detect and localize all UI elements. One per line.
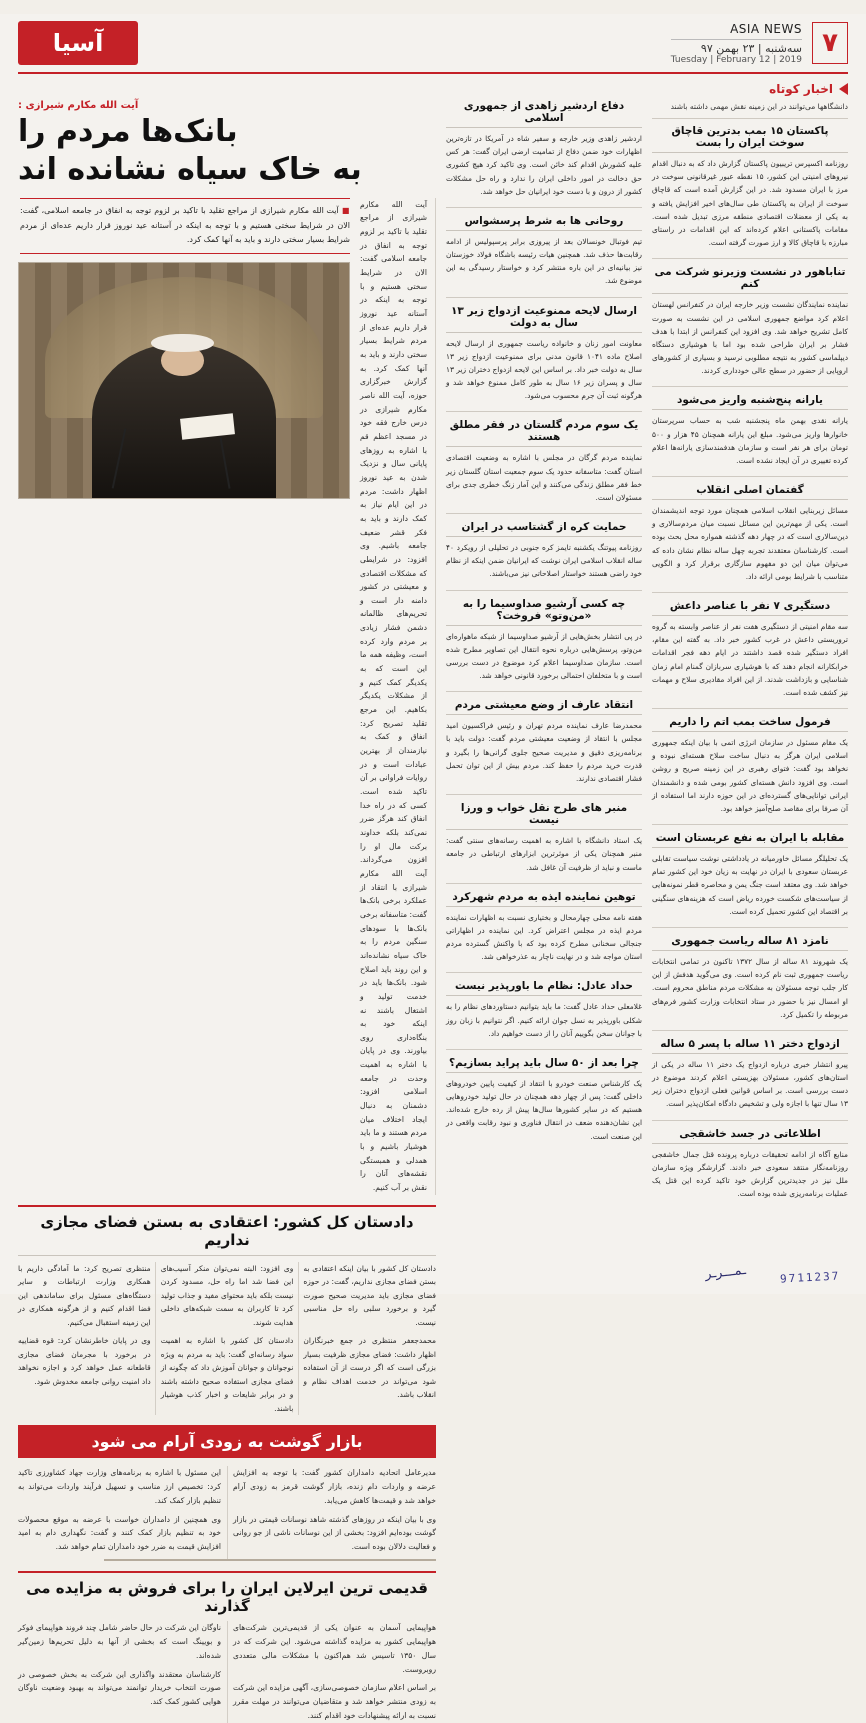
brief-title: انتقاد عارف از وضع معیشتی مردم <box>446 699 642 715</box>
paragraph: دادستان کل کشور با اشاره به اهمیت سواد رسانه‌ای گفت: باید به مردم به ویژه نوجوانان و جوانان آموزش داد که چگونه از فضای مجازی استفاده صحیح داشته باشند و در برابر شایعات و اخبار کذب هوشیار باشند. <box>160 1336 294 1413</box>
paragraph: ناوگان این شرکت در حال حاضر شامل چند فروند هواپیمای فوکر و بویینگ است که بخشی از آنها به دلیل تحریم‌ها زمین‌گیر شده‌اند. <box>18 1623 221 1660</box>
lead-title-line1: بانک‌ها مردم را <box>18 114 238 149</box>
brief-item <box>652 600 848 699</box>
brief-item <box>446 699 642 785</box>
main-article-column <box>18 100 436 1720</box>
paragraph: وی در پایان خاطرنشان کرد: قوه قضاییه در برخورد با مجرمان فضای مجازی قاطعانه عمل خواهد کرد و اجازه نخواهد داد امنیت روانی جامعه مخدوش شود. <box>18 1336 151 1386</box>
brief-title: چه کسی آرشیو صداوسیما را به «من‌وتو» فروخت؟ <box>446 598 642 626</box>
brief-title: فرمول ساخت بمب اتم را داریم <box>652 716 848 732</box>
paragraph: کارشناسان معتقدند واگذاری این شرکت به بخش خصوصی در صورت انتخاب خریدار توانمند می‌تواند به بهبود وضعیت ناوگان هوایی کشور کمک کند. <box>18 1669 221 1707</box>
left-briefs-column <box>652 100 848 1250</box>
brief-item <box>446 1057 642 1143</box>
feature-headline: قدیمی ترین ایرلاین ایران را برای فروش به مزایده می گذارند <box>18 1571 436 1615</box>
feature-two-text-block <box>18 1415 436 1559</box>
lead-lede-text: آیت الله مکارم شیرازی از مراجع تقلید با تاکید بر لزوم توجه به انفاق در جامعه اسلامی، گفت: الان در شرایط سختی هستیم و با توجه به اینکه در آستانه عید نوروز قرار داریم عده‌ای از مردم شرایط بسیار سختی دارند و باید به آنها کمک کرد. <box>20 205 350 245</box>
divider <box>652 592 848 593</box>
brief-body: نماینده نمایندگان نشست وزیر خارجه ایران در کنفرانس لهستان اعلام کرد مواضع جمهوری اسلامی در این نشست به صورت کامل تشریح خواهد شد. وی افزود این کنفرانس از ابتدا با هدف فشار بر ایران طراحی شده بود اما با هوشیاری دستگاه دیپلماسی کشور به نتیجه مطلوبی نرسید و بسیاری از کشورهای اروپایی از حضور در سطح عالی خودداری کردند. <box>652 300 848 376</box>
footer-signature: 9711237 <box>779 1269 841 1286</box>
brief-title: مقابله با ایران به نفع عربستان است <box>652 832 848 848</box>
brief-item <box>446 598 642 683</box>
divider <box>446 794 642 795</box>
brief-title: ارسال لایحه ممنوعیت ازدواج زیر ۱۳ سال به دولت <box>446 305 642 333</box>
brief-title: یارانه پنج‌شنبه واریز می‌شود <box>652 394 848 410</box>
divider <box>652 1030 848 1031</box>
brief-body: تیم فوتبال خونسالان بعد از پیروزی برابر پرسپولیس از ادامه رقابت‌ها حذف شد. همچنین هیات رئیسه باشگاه فولاد خوزستان نیز بیانیه‌ای در این باره منتشر کرد و خواستار رسیدگی به این موضوع شد. <box>446 236 642 286</box>
meat-market-photo <box>104 1559 436 1561</box>
feature-headline: دادستان کل کشور: اعتقادی به بستن فضای مجازی نداریم <box>18 1205 436 1256</box>
divider <box>652 1120 848 1121</box>
brief-body: معاونت امور زنان و خانواده ریاست جمهوری از ارسال لایحه اصلاح ماده ۱۰۴۱ قانون مدنی برای ممنوعیت ازدواج زیر ۱۳ سال به دولت خبر داد. بر اساس این لایحه ازدواج دختران زیر ۱۳ سال و پسران زیر ۱۶ سال به طور کامل ممنوع خواهد شد و هرگونه ثبت آن جرم محسوب می‌شود. <box>446 338 642 401</box>
brief-title: توهین نماینده ایذه به مردم شهرکرد <box>446 891 642 907</box>
brief-body: هفته نامه محلی چهارمحال و بختیاری نسبت به اظهارات نماینده مردم ایذه در مجلس اعتراض کرد. این نماینده در اظهاراتی جنجالی سخنانی مطرح کرده بود که با واکنش گسترده مردم استان مواجه شد و در نهایت ناچار به عذرخواهی شد. <box>446 912 642 962</box>
paragraph: بر اساس اعلام سازمان خصوصی‌سازی، آگهی مزایده این شرکت به زودی منتشر خواهد شد و متقاضیان می‌توانند در مهلت مقرر نسبت به ارائه پیشنهادات خود اقدام کنند. <box>233 1683 436 1720</box>
brief-item <box>652 394 848 467</box>
paragraph: دادستان کل کشور با بیان اینکه اعتقادی به بستن فضای مجازی نداریم، گفت: در حوزه فضای مجازی باید مدیریت صحیح صورت گیرد و برخورد سلبی راه حل مناسبی نیست. <box>303 1263 436 1327</box>
brief-item <box>446 802 642 874</box>
handwritten-mark: ـمـــرـر <box>704 1262 747 1283</box>
divider <box>652 386 848 387</box>
paragraph: وی همچنین از دامداران خواست با عرضه به موقع محصولات خود به تنظیم بازار کمک کنند و گفت: نگهداری دام به امید افزایش قیمت به ضرر خود دامداران تمام خواهد شد. <box>18 1514 221 1552</box>
column-intro-note: دانشگاهها می‌توانند در این زمینه نقش مهمی داشته باشند <box>652 100 848 119</box>
lead-title-line2: به خاک سیاه نشانده اند <box>18 152 362 188</box>
brief-title: گفتمان اصلی انقلاب <box>652 484 848 500</box>
brief-item <box>652 1038 848 1111</box>
section-bar <box>18 82 848 96</box>
brief-item <box>652 484 848 583</box>
brief-body: یک شهروند ۸۱ ساله از سال ۱۳۷۲ تاکنون در تمامی انتخابات ریاست جمهوری ثبت نام کرده است. وی می‌گوید هدفش از این کار جلب توجه مسئولان به مشکلات مردم مناطق محروم است. او امسال نیز با حضور در ستاد انتخابات وزارت کشور فرم‌های مربوطه را تکمیل کرد. <box>652 957 848 1019</box>
brief-item <box>446 980 642 1040</box>
lead-photo <box>18 262 350 499</box>
paragraph: هواپیمایی آسمان به عنوان یکی از قدیمی‌ترین شرکت‌های هواپیمایی کشور به مزایده گذاشته می‌شود. این شرکت که در سال ۱۳۵۰ تاسیس شد هم‌اکنون با مشکلات مالی متعددی روبروست. <box>233 1623 436 1674</box>
brief-title: منبر های طرح نقل خواب و ورزا نیست <box>446 802 642 830</box>
divider <box>446 972 642 973</box>
divider <box>446 207 642 208</box>
brand-name: ASIA NEWS <box>730 21 802 36</box>
publication-logo: آسیا <box>18 21 138 65</box>
brief-title: نامزد ۸۱ ساله ریاست جمهوری <box>652 935 848 951</box>
divider <box>446 883 642 884</box>
feature-two-row <box>18 1415 436 1559</box>
brief-title: پاکستان ۱۵ بمب بدترین قاچاق سوخت ایران را بست <box>652 125 848 153</box>
divider <box>652 927 848 928</box>
brief-item <box>652 716 848 815</box>
page-number: ۷ <box>812 22 848 64</box>
brief-body: یارانه نقدی بهمن ماه پنجشنبه شب به حساب سرپرستان خانوارها واریز می‌شود. مبلغ این یارانه همچنان ۴۵ هزار و ۵۰۰ تومان برای هر نفر است و سازمان هدفمندسازی یارانه‌ها اعلام کرده تغییری در آن ایجاد نشده است. <box>652 416 848 465</box>
brief-item <box>446 891 642 964</box>
feature-headline-banner: بازار گوشت به زودی آرام می شود <box>18 1425 436 1458</box>
date-english: Tuesday | February 12 | 2019 <box>670 54 802 65</box>
brief-body: یک تحلیلگر مسائل خاورمیانه در یادداشتی نوشت سیاست تقابلی عربستان سعودی با ایران در نهایت به زیان خود این کشور تمام خواهد شد. وی معتقد است جنگ یمن و محاصره قطر نمونه‌هایی از سیاست‌های شکست خورده ریاض است که هزینه‌های سنگینی بر اقتصاد این کشور تحمیل کرده است. <box>652 854 848 916</box>
brief-title: حداد عادل: نظام ما باورپذیر نیست <box>446 980 642 996</box>
feature-body <box>18 1262 436 1416</box>
brief-item <box>652 266 848 377</box>
brief-body: سه مقام امنیتی از دستگیری هفت نفر از عناصر وابسته به گروه تروریستی داعش در غرب کشور خبر داد. به گفته این مقام، افراد دستگیر شده قصد داشتند در ایام دهه فجر اقدامات خرابکارانه انجام دهند که با هوشیاری سربازان گمنام امام زمان شناسایی و بازداشت شدند. از این افراد مقادیری سلاح و مهمات نیز کشف شده است. <box>652 622 848 697</box>
brief-body: روزنامه پیوتنگ یکشنبه تایمز کره جنوبی در تحلیلی از رویکرد ۴۰ ساله انقلاب اسلامی ایران نوشت که ایرانیان ضمن اینکه از نظام خود راضی هستند خواستار اصلاحاتی نیز می‌باشند. <box>446 543 642 579</box>
divider <box>446 297 642 298</box>
brief-body: مسائل زیربنایی انقلاب اسلامی همچنان مورد توجه اندیشمندان است. یکی از مهم‌ترین این مسائل نسبت میان مردم‌سالاری و دین‌سالاری است که در چهار دهه گذشته همواره محل بحث بوده است. کارشناسان معتقدند تجربه چهل ساله نظام نشان داده که می‌توان میان این دو مفهوم سازگاری برقرار کرد و الگویی متناسب با شرایط بومی ارائه داد. <box>652 506 848 581</box>
brief-body: منابع آگاه از ادامه تحقیقات درباره پرونده قتل جمال خاشقجی روزنامه‌نگار منتقد سعودی خبر دادند. گزارشگر ویژه سازمان ملل نیز در جدیدترین گزارش خود تاکید کرده این قتل یک عملیات برنامه‌ریزی شده بوده است. <box>652 1149 848 1199</box>
masthead <box>18 14 848 74</box>
brief-title: چرا بعد از ۵۰ سال باید پراید بسازیم؟ <box>446 1057 642 1073</box>
brief-item <box>652 832 848 918</box>
masthead-spacer <box>138 14 661 72</box>
brief-body: یک مقام مسئول در سازمان انرژی اتمی با بیان اینکه جمهوری اسلامی ایران هرگز به دنبال ساخت سلاح هسته‌ای نبوده و نخواهد بود گفت: فتوای رهبری در این زمینه صریح و روشن است. وی افزود دانش هسته‌ای کشور بومی شده و دانشمندان ایرانی توانایی‌های گسترده‌ای در این حوزه دارند اما استفاده از آن صرفا برای مقاصد صلح‌آمیز خواهد بود. <box>652 738 848 813</box>
paragraph: وی افزود: البته نمی‌توان منکر آسیب‌های این فضا شد اما راه حل، مسدود کردن نیست بلکه باید محتوای مفید و جذاب تولید کرد تا کاربران به سمت شبکه‌های داخلی هدایت شوند. <box>160 1263 294 1327</box>
divider <box>652 476 848 477</box>
brief-body: در پی انتشار بخش‌هایی از آرشیو صداوسیما از شبکه ماهواره‌ای من‌وتو، پرسش‌هایی درباره نحوه انتقال این تصاویر مطرح شده است. سازمان صداوسیما اعلام کرد موضوع در دست بررسی است و با متخلفان احتمالی برخورد قانونی خواهد شد. <box>446 631 642 681</box>
brief-item <box>446 305 642 403</box>
divider <box>446 691 642 692</box>
brief-title: تناباهور در نشست وزیرنو شرکت می کنم <box>652 266 848 294</box>
date-persian: سه‌شنبه | ۲۳ بهمن ۹۷ <box>671 39 802 55</box>
divider <box>446 590 642 591</box>
divider <box>446 411 642 412</box>
lead-lede <box>20 198 350 254</box>
brief-title: دفاع اردشیر زاهدی از جمهوری اسلامی <box>446 100 642 128</box>
brief-body: محمدرضا عارف نماینده مردم تهران و رئیس فراکسیون امید مجلس با انتقاد از وضعیت معیشتی مردم گفت: دولت باید با برنامه‌ریزی دقیق و مدیریت صحیح جلوی گرانی‌ها را بگیرد و قدرت خرید مردم را حفظ کند. مردم بیش از این توان تحمل فشار اقتصادی ندارند. <box>446 721 642 783</box>
divider <box>652 258 848 259</box>
brief-item <box>446 100 642 198</box>
brief-body: پیرو انتشار خبری درباره ازدواج یک دختر ۱۱ ساله در یکی از استان‌های کشور، مسئولان بهزیستی اعلام کردند موضوع در دست بررسی است. بر اساس قوانین فعلی ازدواج دختران زیر ۱۳ سال تنها با اجازه ولی و تشخیص دادگاه امکان‌پذیر است. <box>652 1059 848 1109</box>
brief-title: دستگیری ۷ نفر با عناصر داعش <box>652 600 848 616</box>
brief-item <box>446 419 642 504</box>
divider <box>446 1049 642 1050</box>
brief-body: غلامعلی حداد عادل گفت: ما باید بتوانیم دستاوردهای نظام را به شکلی باورپذیر به نسل جوان ارائه کنیم. اگر نتوانیم با زبان روز با جوانان سخن بگوییم آنان را از دست خواهیم داد. <box>446 1002 642 1038</box>
brief-item <box>652 125 848 249</box>
newspaper-page <box>0 14 866 1720</box>
feature-body <box>18 1621 436 1723</box>
lead-right-block <box>18 198 350 499</box>
divider <box>652 824 848 825</box>
paragraph: منتظری تصریح کرد: ما آمادگی داریم با همکاری وزارت ارتباطات و سایر دستگاه‌های مسئول برای ساماندهی این فضا اقدام کنیم و از هرگونه همکاری در این زمینه استقبال می‌کنیم. <box>18 1263 151 1327</box>
divider <box>652 708 848 709</box>
brief-title: اطلاعاتی در جسد خاشقجی <box>652 1128 848 1144</box>
feature-body <box>18 1466 436 1559</box>
bullet-icon: ■ <box>341 205 350 215</box>
brief-body: یک کارشناس صنعت خودرو با انتقاد از کیفیت پایین خودروهای داخلی گفت: پس از چهار دهه همچنان در حال تولید خودروهایی هستیم که در سایر کشورها سال‌ها پیش از رده خارج شده‌اند. این نشان‌دهنده ضعف در انتقال فناوری و نبود رقابت واقعی در این صنعت است. <box>446 1078 642 1141</box>
masthead-meta <box>661 14 812 72</box>
paragraph: محمدجعفر منتظری در جمع خبرنگاران اظهار داشت: فضای مجازی ظرفیت بسیار بزرگی است که اگر درست از آن استفاده شود می‌تواند در خدمت اهداف نظام و انقلاب باشد. <box>303 1336 436 1400</box>
photo-rail <box>105 1560 435 1561</box>
brief-title: حمایت کره از گشتاسب در ایران <box>446 521 642 537</box>
section-label: اخبار کوتاه <box>769 82 833 96</box>
lead-kicker: آیت الله مکارم شیرازی : <box>18 100 139 111</box>
paragraph: این مسئول با اشاره به برنامه‌های وزارت جهاد کشاورزی تاکید کرد: تخصیص ارز مناسب و تسهیل فرآیند واردات می‌تواند به تنظیم بازار کمک کند. <box>18 1468 221 1505</box>
brief-title: ازدواج دختر ۱۱ ساله با پسر ۵ ساله <box>652 1038 848 1054</box>
brief-title: روحانی ها به شرط پرسشواس <box>446 215 642 231</box>
brief-title: یک سوم مردم گلستان در فقر مطلق هستند <box>446 419 642 447</box>
lead-row <box>18 198 436 1195</box>
brief-item <box>652 1128 848 1201</box>
triangle-icon <box>839 83 848 95</box>
divider <box>446 513 642 514</box>
brief-body: نماینده مردم گرگان در مجلس با اشاره به وضعیت اقتصادی استان گفت: متاسفانه حدود یک سوم جمعیت استان گلستان زیر خط فقر مطلق زندگی می‌کنند و این آمار زنگ خطری جدی برای مسئولان است. <box>446 453 642 502</box>
middle-briefs-column <box>446 100 642 1250</box>
lead-summary: آیت الله مکارم شیرازی از مراجع تقلید با تاکید بر لزوم توجه به انفاق در جامعه اسلامی گفت: الان در شرایط سختی هستیم و با توجه به اینکه در آستانه عید نوروز قرار داریم عده‌ای از مردم شرایط بسیار سختی دارند و باید به آنها کمک کرد. به گزارش خبرگزاری حوزه، آیت الله ناصر مکارم شیرازی در درس خارج فقه خود در مسجد اعظم قم با اشاره به روزهای پایانی سال و نزدیک شدن به عید نوروز اظهار داشت: مردم در این ایام نیاز به کمک دارند و باید به فکر قشر ضعیف جامعه باشیم. وی افزود: در شرایطی که مشکلات اقتصادی و معیشتی در کشور دامنه دار است و تحریم‌های ظالمانه دشمن فشار زیادی بر مردم وارد کرده است، وظیفه همه ما این است که به یکدیگر کمک کنیم و از مشکلات یکدیگر بکاهیم. این مرجع تقلید تصریح کرد: انفاق و کمک به نیازمندان از بهترین عبادات است و در روایات فراوانی بر آن تاکید شده است. کسی که در راه خدا انفاق کند هرگز ضرر نمی‌کند بلکه خداوند برکت مال او را افزون می‌گرداند. آیت الله مکارم شیرازی با انتقاد از عملکرد برخی بانک‌ها گفت: متاسفانه برخی بانک‌ها با سودهای سنگین مردم را به خاک سیاه نشانده‌اند و این روند باید اصلاح شود. بانک‌ها باید در خدمت تولید و اشتغال باشند نه اینکه خود به بنگاه‌داری روی بیاورند. وی در پایان با اشاره به اهمیت وحدت در جامعه اسلامی افزود: دشمنان به دنبال ایجاد اختلاف میان مردم هستند و ما باید هوشیار باشیم و با همدلی و همبستگی نقشه‌های آنان را نقش بر آب کنیم. <box>360 198 436 1195</box>
brief-item <box>652 935 848 1021</box>
brief-item <box>446 521 642 581</box>
paragraph: مدیرعامل اتحادیه دامداران کشور گفت: با توجه به افزایش عرضه و واردات دام زنده، بازار گوشت قرمز به زودی آرام خواهد شد و قیمت‌ها کاهش می‌یابد. <box>233 1468 436 1505</box>
brief-item <box>446 215 642 288</box>
brief-body: یک استاد دانشگاه با اشاره به اهمیت رسانه‌های سنتی گفت: منبر همچنان یکی از موثرترین ابزارهای ارتباطی در جامعه ماست و نباید از ظرفیت آن غافل شد. <box>446 836 642 872</box>
brief-body: اردشیر زاهدی وزیر خارجه و سفیر شاه در آمریکا در تازه‌ترین اظهارات خود ضمن دفاع از تمامیت ارضی ایران گفت: هر کس علیه کشورش اقدام کند خائن است. وی تاکید کرد هیچ کشوری حق دخالت در امور داخلی ایران را ندارد و راه حل مشکلات کشور از درون و با دست خود ایرانیان حل خواهد شد. <box>446 134 642 196</box>
paragraph: وی با بیان اینکه در روزهای گذشته شاهد نوسانات قیمتی در بازار گوشت بوده‌ایم افزود: بخشی از این نوسانات ناشی از جو روانی و فعالیت دلالان بوده است. <box>233 1514 436 1552</box>
brief-body: روزنامه اکسپرس تریبیون پاکستان گزارش داد که به دنبال اقدام نیروهای امنیتی این کشور، ۱۵ نقطه عبور غیرقانونی سوخت در مرز با ایران مسدود شد. در این گزارش آمده است که قاچاق سوخت از ایران به پاکستان طی سال‌های اخیر افزایش یافته و به یکی از معضلات اقتصادی منطقه مرزی تبدیل شده است. مقامات پاکستانی اعلام کرده‌اند که این اقدامات در راستای مبارزه با قاچاق کالا و ارز صورت گرفته است. <box>652 159 849 248</box>
page-title <box>18 113 436 190</box>
